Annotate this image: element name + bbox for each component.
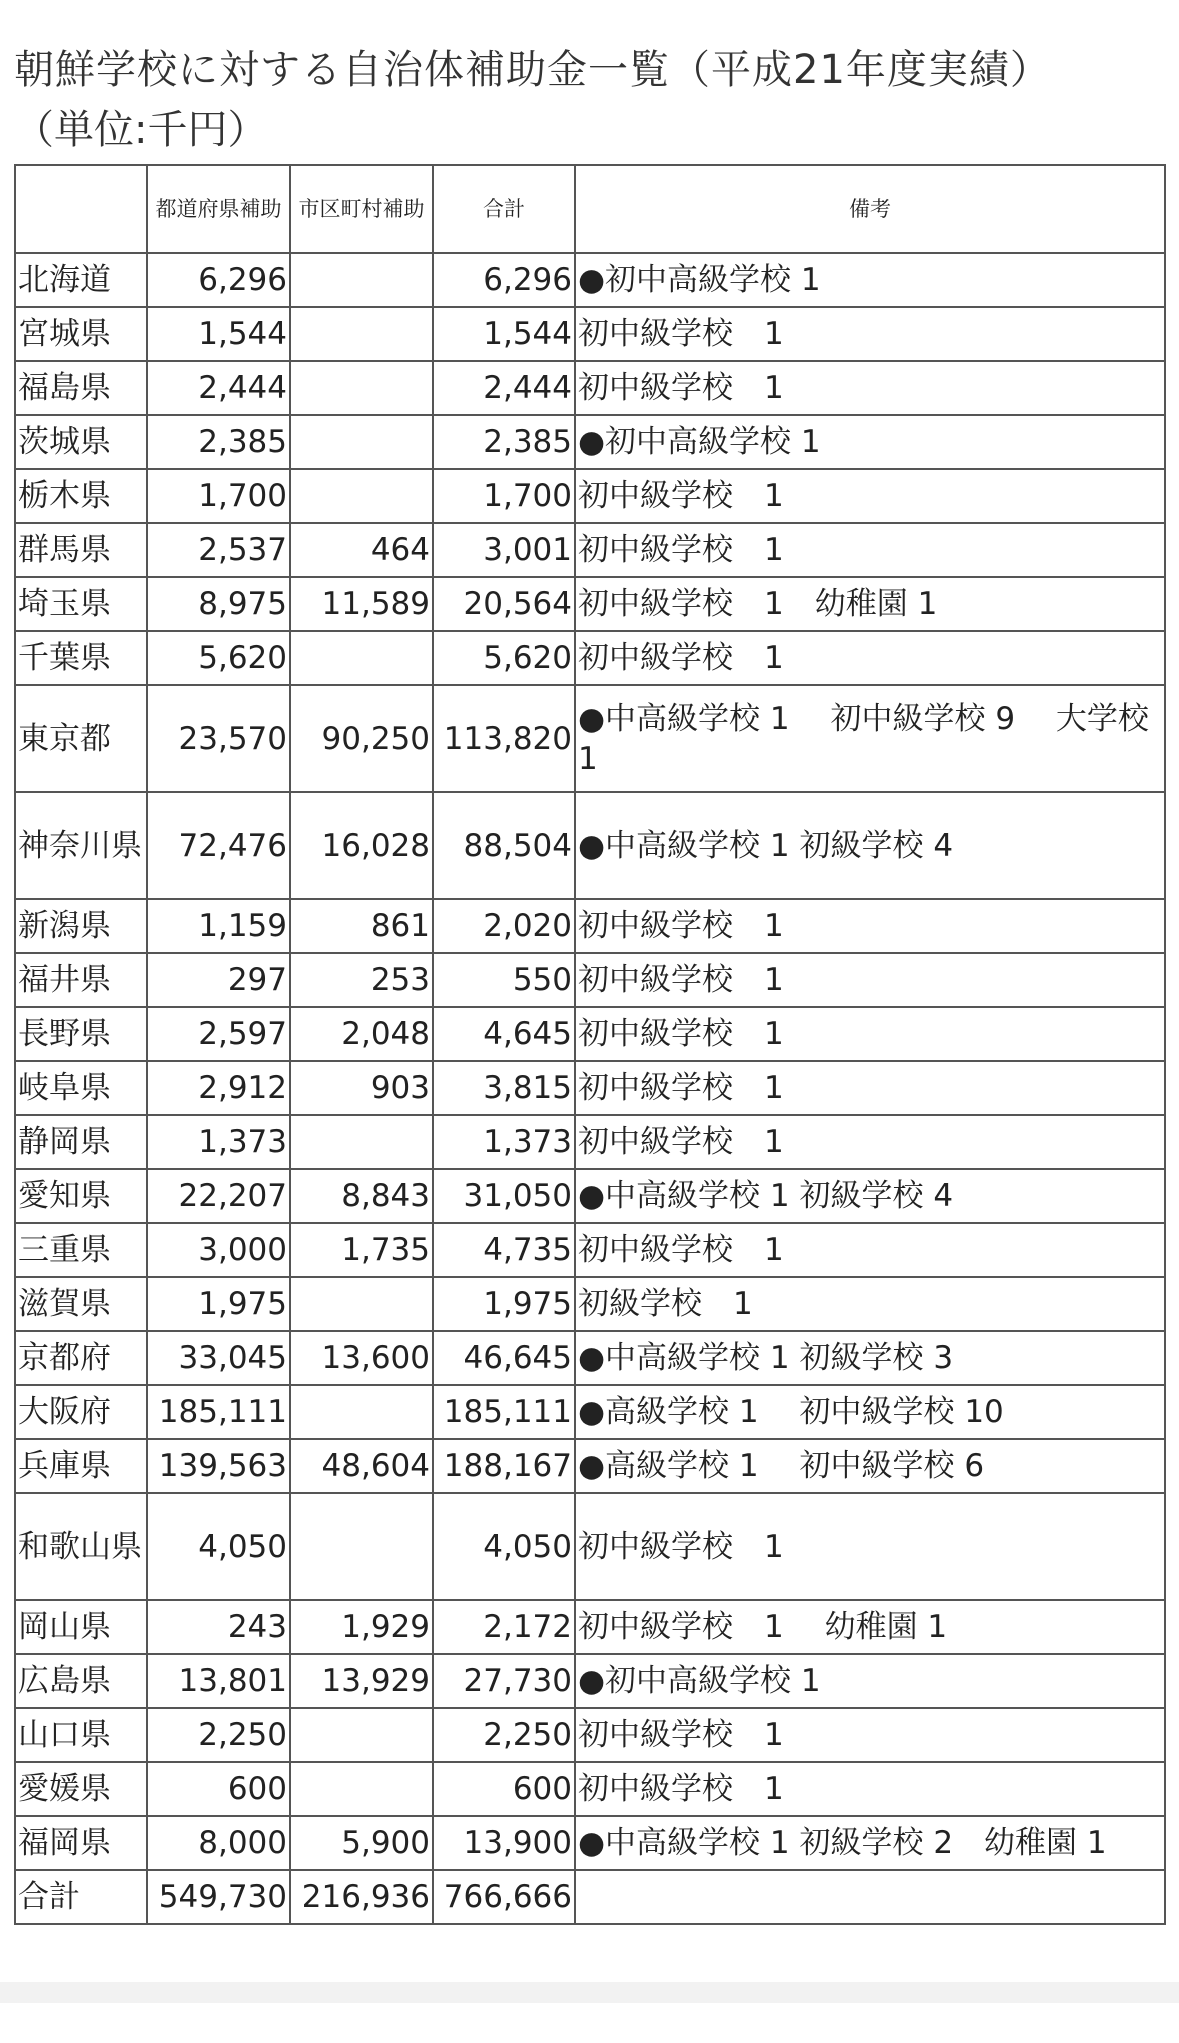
total-cell: 4,735 <box>433 1223 575 1277</box>
header-prefecture <box>15 165 147 253</box>
remarks-cell: 初中級学校 1 <box>575 1115 1165 1169</box>
municipal-subsidy-cell <box>290 415 433 469</box>
header-prefectural-subsidy: 都道府県補助 <box>147 165 290 253</box>
prefecture-cell: 宮城県 <box>15 307 147 361</box>
municipal-subsidy-cell <box>290 1277 433 1331</box>
table-row <box>15 1654 1165 1708</box>
table-row <box>15 899 1165 953</box>
prefecture-cell: 神奈川県 <box>15 792 147 899</box>
municipal-subsidy-cell: 903 <box>290 1061 433 1115</box>
prefectural-subsidy-cell: 549,730 <box>147 1870 290 1924</box>
municipal-subsidy-cell <box>290 253 433 307</box>
municipal-subsidy-cell <box>290 469 433 523</box>
table-row <box>15 953 1165 1007</box>
prefectural-subsidy-cell: 185,111 <box>147 1385 290 1439</box>
total-cell: 46,645 <box>433 1331 575 1385</box>
municipal-subsidy-cell <box>290 307 433 361</box>
prefecture-cell: 広島県 <box>15 1654 147 1708</box>
prefecture-cell: 滋賀県 <box>15 1277 147 1331</box>
total-cell: 31,050 <box>433 1169 575 1223</box>
remarks-cell: 初中級学校 1 <box>575 1007 1165 1061</box>
prefecture-cell: 福井県 <box>15 953 147 1007</box>
prefectural-subsidy-cell: 13,801 <box>147 1654 290 1708</box>
subsidy-table <box>14 164 1166 1925</box>
table-row <box>15 577 1165 631</box>
table-row <box>15 307 1165 361</box>
municipal-subsidy-cell: 464 <box>290 523 433 577</box>
table-total-row <box>15 1870 1165 1924</box>
prefectural-subsidy-cell: 2,385 <box>147 415 290 469</box>
municipal-subsidy-cell <box>290 631 433 685</box>
prefecture-cell: 福島県 <box>15 361 147 415</box>
total-cell: 113,820 <box>433 685 575 792</box>
remarks-cell: ●初中高級学校 1 <box>575 1654 1165 1708</box>
table-row <box>15 1115 1165 1169</box>
table-row <box>15 1493 1165 1600</box>
prefecture-cell: 新潟県 <box>15 899 147 953</box>
total-cell: 13,900 <box>433 1816 575 1870</box>
total-cell: 3,001 <box>433 523 575 577</box>
table-row <box>15 415 1165 469</box>
total-cell: 766,666 <box>433 1870 575 1924</box>
remarks-cell: ●高級学校 1 初中級学校 6 <box>575 1439 1165 1493</box>
total-cell: 1,544 <box>433 307 575 361</box>
prefecture-cell: 埼玉県 <box>15 577 147 631</box>
table-row <box>15 1600 1165 1654</box>
total-cell: 600 <box>433 1762 575 1816</box>
prefecture-cell: 岐阜県 <box>15 1061 147 1115</box>
table-row <box>15 523 1165 577</box>
municipal-subsidy-cell: 13,600 <box>290 1331 433 1385</box>
remarks-cell: 初中級学校 1 幼稚園 1 <box>575 577 1165 631</box>
document-page <box>0 40 1179 1925</box>
remarks-cell: ●初中高級学校 1 <box>575 415 1165 469</box>
prefectural-subsidy-cell: 600 <box>147 1762 290 1816</box>
prefectural-subsidy-cell: 2,444 <box>147 361 290 415</box>
table-row <box>15 631 1165 685</box>
table-row <box>15 361 1165 415</box>
table-row <box>15 1816 1165 1870</box>
remarks-cell: ●中高級学校 1 初級学校 4 <box>575 792 1165 899</box>
table-row <box>15 685 1165 792</box>
table-row <box>15 1169 1165 1223</box>
total-cell: 20,564 <box>433 577 575 631</box>
prefectural-subsidy-cell: 4,050 <box>147 1493 290 1600</box>
municipal-subsidy-cell <box>290 1115 433 1169</box>
prefecture-cell: 合計 <box>15 1870 147 1924</box>
prefectural-subsidy-cell: 1,700 <box>147 469 290 523</box>
total-cell: 185,111 <box>433 1385 575 1439</box>
remarks-cell: ●高級学校 1 初中級学校 10 <box>575 1385 1165 1439</box>
prefecture-cell: 長野県 <box>15 1007 147 1061</box>
prefectural-subsidy-cell: 72,476 <box>147 792 290 899</box>
municipal-subsidy-cell: 5,900 <box>290 1816 433 1870</box>
remarks-cell: 初級学校 1 <box>575 1277 1165 1331</box>
total-cell: 4,645 <box>433 1007 575 1061</box>
total-cell: 5,620 <box>433 631 575 685</box>
total-cell: 88,504 <box>433 792 575 899</box>
prefectural-subsidy-cell: 2,250 <box>147 1708 290 1762</box>
remarks-cell: 初中級学校 1 <box>575 1708 1165 1762</box>
table-row <box>15 792 1165 899</box>
municipal-subsidy-cell <box>290 1493 433 1600</box>
header-municipal-subsidy: 市区町村補助 <box>290 165 433 253</box>
prefecture-cell: 三重県 <box>15 1223 147 1277</box>
municipal-subsidy-cell: 1,929 <box>290 1600 433 1654</box>
prefecture-cell: 静岡県 <box>15 1115 147 1169</box>
total-cell: 2,385 <box>433 415 575 469</box>
total-cell: 4,050 <box>433 1493 575 1600</box>
remarks-cell: 初中級学校 1 幼稚園 1 <box>575 1600 1165 1654</box>
municipal-subsidy-cell: 2,048 <box>290 1007 433 1061</box>
table-row <box>15 1277 1165 1331</box>
municipal-subsidy-cell: 216,936 <box>290 1870 433 1924</box>
remarks-cell: 初中級学校 1 <box>575 631 1165 685</box>
prefectural-subsidy-cell: 8,975 <box>147 577 290 631</box>
total-cell: 27,730 <box>433 1654 575 1708</box>
prefectural-subsidy-cell: 5,620 <box>147 631 290 685</box>
municipal-subsidy-cell: 861 <box>290 899 433 953</box>
table-row <box>15 253 1165 307</box>
remarks-cell: 初中級学校 1 <box>575 523 1165 577</box>
prefecture-cell: 山口県 <box>15 1708 147 1762</box>
municipal-subsidy-cell: 90,250 <box>290 685 433 792</box>
bottom-bar <box>0 1982 1179 2003</box>
prefectural-subsidy-cell: 243 <box>147 1600 290 1654</box>
prefectural-subsidy-cell: 1,544 <box>147 307 290 361</box>
prefecture-cell: 愛媛県 <box>15 1762 147 1816</box>
prefectural-subsidy-cell: 2,537 <box>147 523 290 577</box>
remarks-cell: 初中級学校 1 <box>575 1223 1165 1277</box>
municipal-subsidy-cell: 11,589 <box>290 577 433 631</box>
table-row <box>15 1007 1165 1061</box>
prefectural-subsidy-cell: 1,159 <box>147 899 290 953</box>
header-total: 合計 <box>433 165 575 253</box>
table-row <box>15 1762 1165 1816</box>
table-row <box>15 1223 1165 1277</box>
total-cell: 1,700 <box>433 469 575 523</box>
prefectural-subsidy-cell: 3,000 <box>147 1223 290 1277</box>
municipal-subsidy-cell: 16,028 <box>290 792 433 899</box>
table-row <box>15 469 1165 523</box>
prefecture-cell: 茨城県 <box>15 415 147 469</box>
total-cell: 2,250 <box>433 1708 575 1762</box>
prefecture-cell: 和歌山県 <box>15 1493 147 1600</box>
prefecture-cell: 大阪府 <box>15 1385 147 1439</box>
municipal-subsidy-cell: 48,604 <box>290 1439 433 1493</box>
remarks-cell: 初中級学校 1 <box>575 469 1165 523</box>
header-remarks: 備考 <box>575 165 1165 253</box>
prefecture-cell: 愛知県 <box>15 1169 147 1223</box>
table-row <box>15 1331 1165 1385</box>
prefectural-subsidy-cell: 297 <box>147 953 290 1007</box>
prefecture-cell: 岡山県 <box>15 1600 147 1654</box>
unit-label: （単位:千円） <box>14 107 268 153</box>
prefectural-subsidy-cell: 2,597 <box>147 1007 290 1061</box>
remarks-cell: ●中高級学校 1 初級学校 2 幼稚園 1 <box>575 1816 1165 1870</box>
prefectural-subsidy-cell: 6,296 <box>147 253 290 307</box>
remarks-cell: 初中級学校 1 <box>575 1061 1165 1115</box>
municipal-subsidy-cell: 253 <box>290 953 433 1007</box>
municipal-subsidy-cell <box>290 361 433 415</box>
prefecture-cell: 兵庫県 <box>15 1439 147 1493</box>
table-body <box>15 253 1165 1924</box>
prefectural-subsidy-cell: 2,912 <box>147 1061 290 1115</box>
table-row <box>15 1439 1165 1493</box>
prefecture-cell: 栃木県 <box>15 469 147 523</box>
table-header-row <box>15 165 1165 253</box>
total-cell: 3,815 <box>433 1061 575 1115</box>
remarks-cell: 初中級学校 1 <box>575 361 1165 415</box>
total-cell: 1,373 <box>433 1115 575 1169</box>
municipal-subsidy-cell: 1,735 <box>290 1223 433 1277</box>
municipal-subsidy-cell <box>290 1385 433 1439</box>
total-cell: 6,296 <box>433 253 575 307</box>
prefecture-cell: 千葉県 <box>15 631 147 685</box>
prefectural-subsidy-cell: 139,563 <box>147 1439 290 1493</box>
total-cell: 2,020 <box>433 899 575 953</box>
table-row <box>15 1385 1165 1439</box>
table-row <box>15 1061 1165 1115</box>
remarks-cell: 初中級学校 1 <box>575 1762 1165 1816</box>
remarks-cell: 初中級学校 1 <box>575 1493 1165 1600</box>
prefectural-subsidy-cell: 22,207 <box>147 1169 290 1223</box>
total-cell: 2,444 <box>433 361 575 415</box>
total-cell: 1,975 <box>433 1277 575 1331</box>
prefecture-cell: 京都府 <box>15 1331 147 1385</box>
page-title: 朝鮮学校に対する自治体補助金一覧（平成21年度実績） <box>14 47 1051 93</box>
prefectural-subsidy-cell: 33,045 <box>147 1331 290 1385</box>
prefectural-subsidy-cell: 1,975 <box>147 1277 290 1331</box>
total-cell: 188,167 <box>433 1439 575 1493</box>
table-row <box>15 1708 1165 1762</box>
remarks-cell: 初中級学校 1 <box>575 899 1165 953</box>
remarks-cell: 初中級学校 1 <box>575 953 1165 1007</box>
municipal-subsidy-cell: 13,929 <box>290 1654 433 1708</box>
remarks-cell: ●中高級学校 1 初級学校 4 <box>575 1169 1165 1223</box>
prefectural-subsidy-cell: 8,000 <box>147 1816 290 1870</box>
municipal-subsidy-cell <box>290 1762 433 1816</box>
prefecture-cell: 福岡県 <box>15 1816 147 1870</box>
remarks-cell: ●中高級学校 1 初中級学校 9 大学校 1 <box>575 685 1165 792</box>
prefectural-subsidy-cell: 1,373 <box>147 1115 290 1169</box>
prefecture-cell: 北海道 <box>15 253 147 307</box>
remarks-cell <box>575 1870 1165 1924</box>
remarks-cell: ●中高級学校 1 初級学校 3 <box>575 1331 1165 1385</box>
remarks-cell: ●初中高級学校 1 <box>575 253 1165 307</box>
remarks-cell: 初中級学校 1 <box>575 307 1165 361</box>
total-cell: 2,172 <box>433 1600 575 1654</box>
total-cell: 550 <box>433 953 575 1007</box>
prefecture-cell: 東京都 <box>15 685 147 792</box>
municipal-subsidy-cell <box>290 1708 433 1762</box>
municipal-subsidy-cell: 8,843 <box>290 1169 433 1223</box>
prefecture-cell: 群馬県 <box>15 523 147 577</box>
prefectural-subsidy-cell: 23,570 <box>147 685 290 792</box>
